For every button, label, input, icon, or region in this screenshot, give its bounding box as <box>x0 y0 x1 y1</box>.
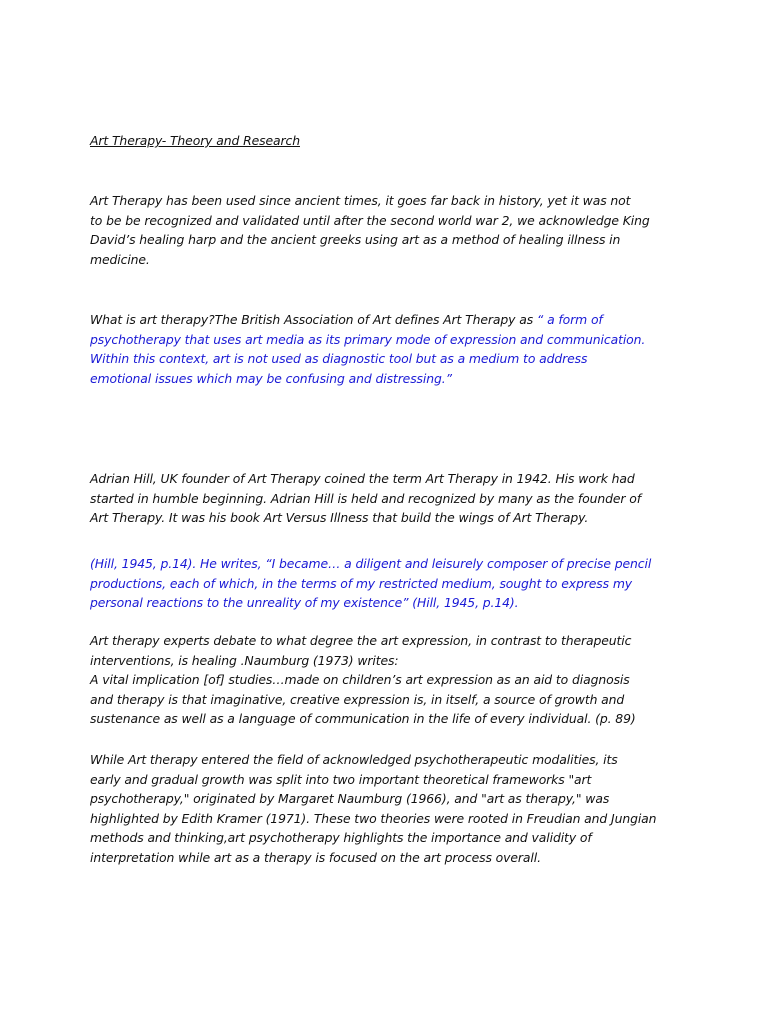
paragraph-line: Adrian Hill, UK founder of Art Therapy coined the term Art Therapy in 1942. His work had <box>90 471 635 486</box>
definition-quote-line: emotional issues which may be confusing and distressing.” <box>90 370 452 386</box>
paragraph-line: medicine. <box>90 251 150 267</box>
document-title: Art Therapy- Theory and Research <box>90 133 300 148</box>
paragraph-line: and therapy is that imaginative, creative expression is, in itself, a source of growth and <box>90 691 625 707</box>
paragraph-line: David’s healing harp and the ancient greeks using art as a method of healing illness in <box>90 232 621 247</box>
paragraph-line: interpretation while art as a therapy is focused on the art process overall. <box>90 849 541 865</box>
paragraph-line: psychotherapy," originated by Margaret Naumburg (1966), and "art as therapy," was <box>90 791 610 806</box>
paragraph-line: A vital implication [of] studies…made on children’s art expression as an aid to diagnosis <box>90 672 630 687</box>
paragraph-line: early and gradual growth was split into two important theoretical frameworks "art <box>90 771 592 787</box>
quote-line: personal reactions to the unreality of my existence” (Hill, 1945, p.14). <box>90 595 519 610</box>
paragraph-hill-quote <box>90 554 682 613</box>
definition-quote-line: Within this context, art is not used as diagnostic tool but as a medium to address <box>90 351 588 366</box>
definition-lead: What is art therapy?The British Association of Art defines Art Therapy as <box>90 312 537 327</box>
definition-quote-start: “ a form of <box>536 312 603 327</box>
paragraph-line: methods and thinking,art psychotherapy highlights the importance and validity of <box>90 830 592 845</box>
paragraph-definition <box>90 310 682 388</box>
paragraph-line: interventions, is healing .Naumburg (1973) writes: <box>90 652 399 668</box>
quote-line: productions, each of which, in the terms of my restricted medium, sought to express my <box>90 575 633 591</box>
paragraph-history <box>90 191 682 269</box>
paragraph-line: sustenance as well as a language of communication in the life of every individual. (p. 89) <box>90 711 636 726</box>
paragraph-line: While Art therapy entered the field of acknowledged psychotherapeutic modalities, its <box>90 752 618 767</box>
paragraph-naumburg <box>90 631 682 729</box>
paragraph-line: highlighted by Edith Kramer (1971). These two theories were rooted in Freudian and Jungian <box>90 810 657 826</box>
paragraph-line <box>90 310 682 330</box>
paragraph-frameworks <box>90 750 682 867</box>
paragraph-line: Art therapy experts debate to what degree the art expression, in contrast to therapeutic <box>90 633 632 648</box>
quote-line: (Hill, 1945, p.14). He writes, “I became… a diligent and leisurely composer of precise pencil <box>90 556 652 571</box>
paragraph-line: Art Therapy. It was his book Art Versus Illness that build the wings of Art Therapy. <box>90 510 589 525</box>
paragraph-line: started in humble beginning. Adrian Hill is held and recognized by many as the founder of <box>90 490 641 506</box>
paragraph-line: Art Therapy has been used since ancient times, it goes far back in history, yet it was not <box>90 193 631 208</box>
paragraph-adrian-hill <box>90 469 682 528</box>
paragraph-line: to be be recognized and validated until after the second world war 2, we acknowledge King <box>90 212 650 228</box>
definition-quote-line: psychotherapy that uses art media as its primary mode of expression and communication. <box>90 331 646 347</box>
